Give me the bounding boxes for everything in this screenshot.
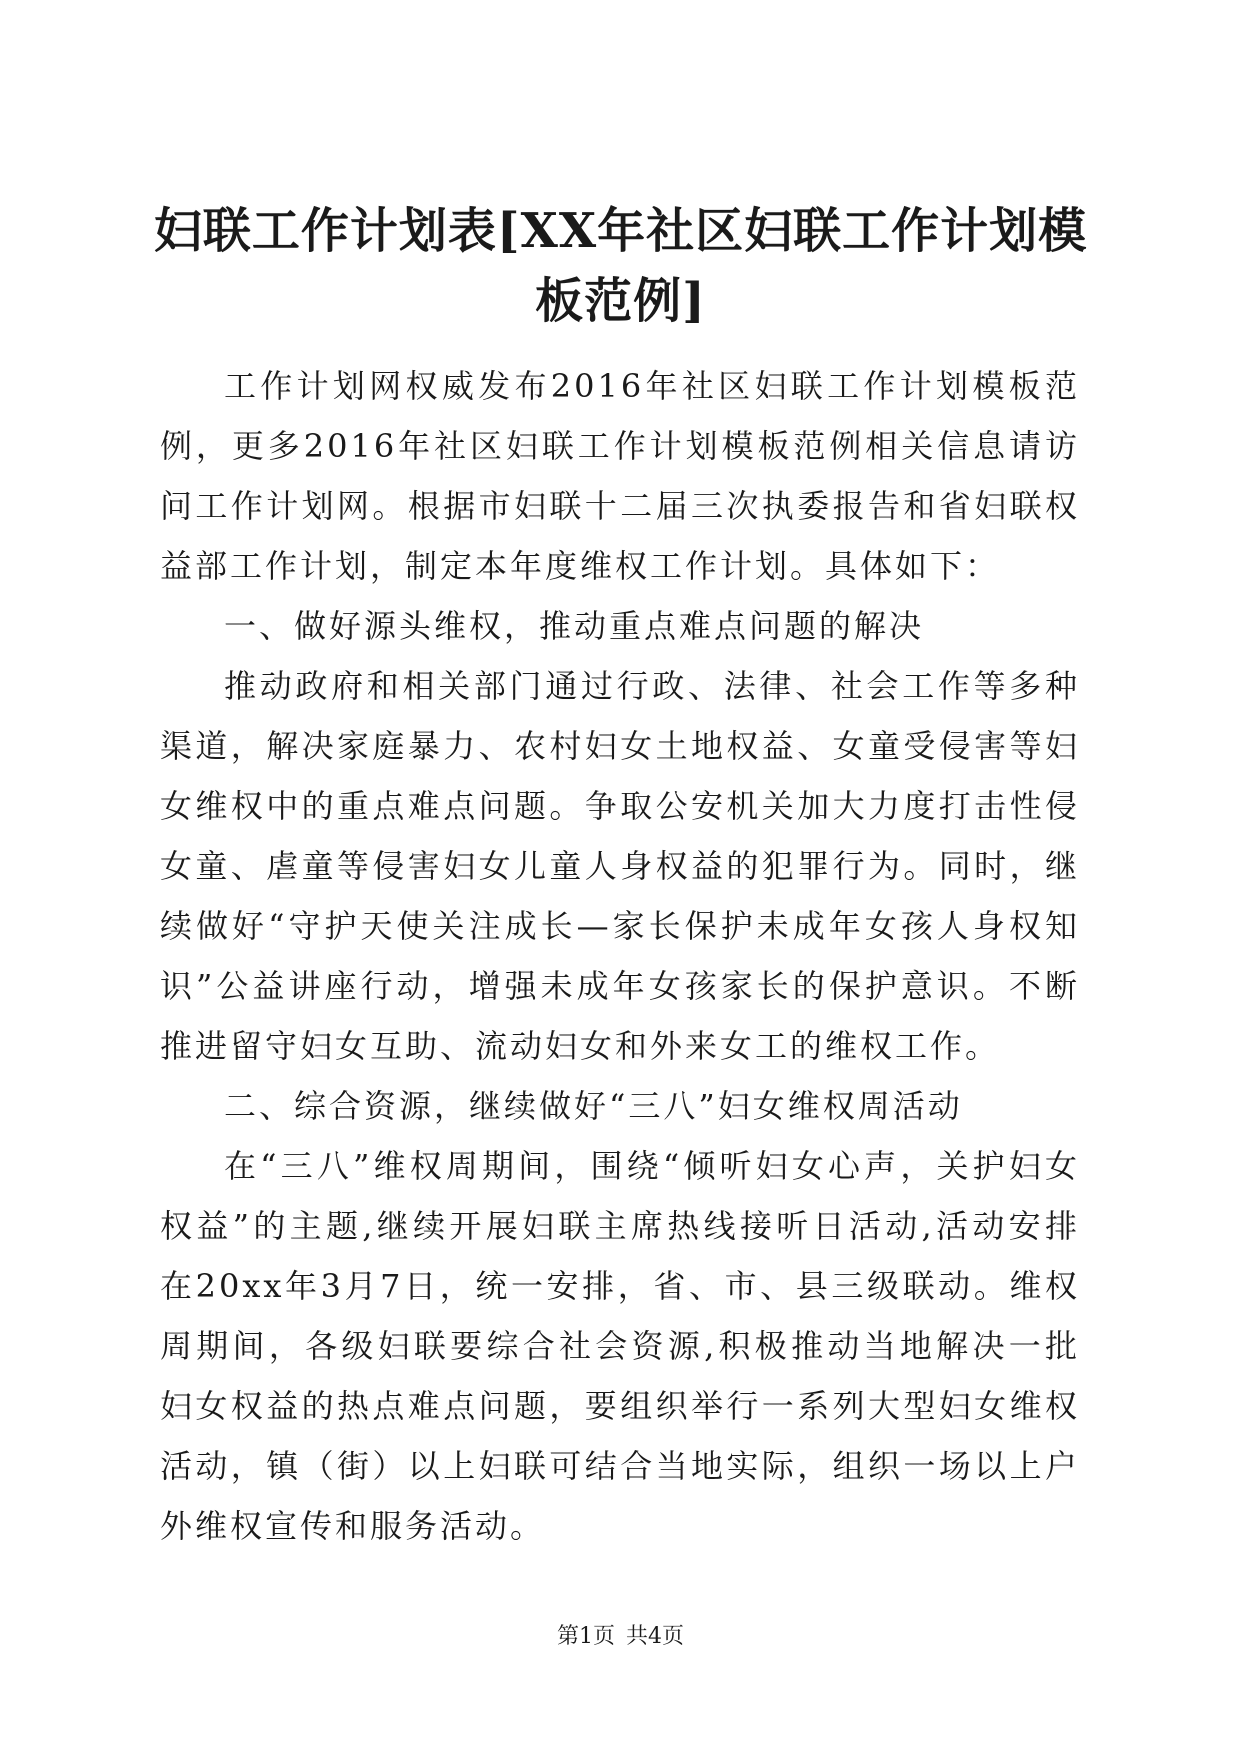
- page-number: 第1页: [557, 1624, 615, 1649]
- page-footer: [0, 1622, 1241, 1652]
- intro-paragraph: 工作计划网权威发布2016年社区妇联工作计划模板范例，更多2016年社区妇联工作计划模板范例相关信息请访问工作计划网。根据市妇联十二届三次执委报告和省妇联权益部工作计划，制定本年度维权工作计划。具体如下：: [160, 367, 1080, 585]
- section-2-paragraph: 在“三八”维权周期间，围绕“倾听妇女心声，关护妇女权益”的主题,继续开展妇联主席热线接听日活动,活动安排在20xx年3月7日，统一安排，省、市、县三级联动。维权周期间，各级妇联要综合社会资源,积极推动当地解决一批妇女权益的热点难点问题，要组织举行一系列大型妇女维权活动，镇（街）以上妇联可结合当地实际，组织一场以上户外维权宣传和服务活动。: [160, 1147, 1080, 1545]
- document-title: 妇联工作计划表[XX年社区妇联工作计划模板范例]: [153, 203, 1088, 329]
- document-body: [160, 356, 1080, 1556]
- section-1-paragraph: 推动政府和相关部门通过行政、法律、社会工作等多种渠道，解决家庭暴力、农村妇女土地权益、女童受侵害等妇女维权中的重点难点问题。争取公安机关加大力度打击性侵女童、虐童等侵害妇女儿童人身权益的犯罪行为。同时，继续做好“守护天使关注成长—家长保护未成年女孩人身权知识”公益讲座行动，增强未成年女孩家长的保护意识。不断推进留守妇女互助、流动妇女和外来女工的维权工作。: [160, 667, 1080, 1065]
- section-heading-1: 一、做好源头维权，推动重点难点问题的解决: [224, 607, 925, 645]
- section-heading-2: 二、综合资源，继续做好“三八”妇女维权周活动: [224, 1087, 963, 1125]
- page-total: 共4页: [626, 1624, 684, 1649]
